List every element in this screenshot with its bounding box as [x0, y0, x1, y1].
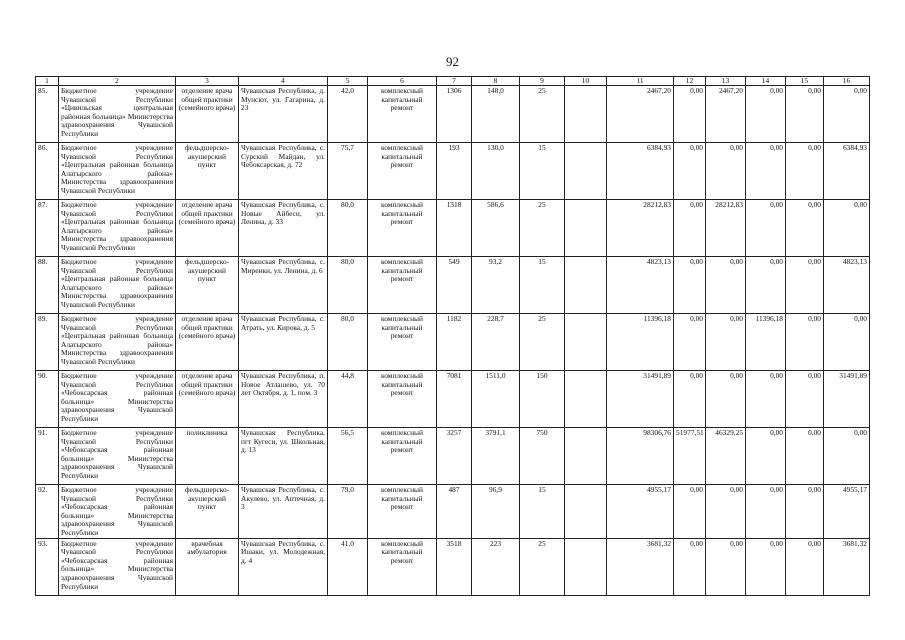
organization-name: Бюджетное учреждение Чувашской Республики «Чебоксарская районная больница» Министерства здравоохранения Чувашской Республики: [59, 538, 176, 595]
area-value: 56,5: [328, 428, 368, 485]
value-cell: 15: [520, 485, 565, 539]
table-row: [36, 371, 870, 428]
table-row: [36, 485, 870, 539]
row-number: 85.: [36, 86, 59, 143]
value-cell: 25: [520, 538, 565, 595]
column-number: 10: [565, 77, 607, 86]
value-cell: 0,00: [706, 371, 746, 428]
value-cell: 0,00: [746, 143, 786, 200]
value-cell: 11396,18: [746, 314, 786, 371]
column-number-row: [36, 77, 870, 86]
facility-address: Чувашская Республика, с. Новые Айбеси, ул. Ленина, д. 33: [239, 200, 328, 257]
column-number: 13: [706, 77, 746, 86]
value-cell: 28212,83: [706, 200, 746, 257]
value-cell: 3518: [437, 538, 472, 595]
value-cell: 0,00: [786, 86, 824, 143]
value-cell: [565, 86, 607, 143]
value-cell: 0,00: [674, 143, 706, 200]
value-cell: 0,00: [706, 314, 746, 371]
work-type: комплексный капитальный ремонт: [368, 314, 437, 371]
table-row: [36, 143, 870, 200]
work-type: комплексный капитальный ремонт: [368, 428, 437, 485]
value-cell: [565, 485, 607, 539]
work-type: комплексный капитальный ремонт: [368, 485, 437, 539]
row-number: 88.: [36, 257, 59, 314]
value-cell: 0,00: [786, 538, 824, 595]
value-cell: 15: [520, 143, 565, 200]
facility-address: Чувашская Республика, с. Сурский Майдан, ул. Чебоксарская, д. 72: [239, 143, 328, 200]
value-cell: 31491,89: [824, 371, 870, 428]
value-cell: 3681,32: [824, 538, 870, 595]
organization-name: Бюджетное учреждение Чувашской Республики «Чебоксарская районная больница» Министерства здравоохранения Чувашской Республики: [59, 371, 176, 428]
value-cell: 0,00: [786, 200, 824, 257]
value-cell: [565, 428, 607, 485]
facility-type: фельдшерско-акушерский пункт: [176, 143, 239, 200]
value-cell: 51977,51: [674, 428, 706, 485]
row-number: 87.: [36, 200, 59, 257]
value-cell: 4955,17: [824, 485, 870, 539]
value-cell: 46329,25: [706, 428, 746, 485]
value-cell: 0,00: [786, 371, 824, 428]
column-number: 11: [607, 77, 674, 86]
row-number: 89.: [36, 314, 59, 371]
row-number: 92.: [36, 485, 59, 539]
value-cell: 0,00: [674, 86, 706, 143]
value-cell: 0,00: [706, 257, 746, 314]
value-cell: 25: [520, 200, 565, 257]
column-number: 12: [674, 77, 706, 86]
facility-address: Чувашская Республика, с. Ишаки, ул. Молодежная, д. 4: [239, 538, 328, 595]
organization-name: Бюджетное учреждение Чувашской Республики «Чебоксарская районная больница» Министерства здравоохранения Чувашской Республики: [59, 428, 176, 485]
value-cell: 0,00: [786, 257, 824, 314]
row-number: 86.: [36, 143, 59, 200]
value-cell: 0,00: [746, 485, 786, 539]
value-cell: 93,2: [472, 257, 520, 314]
column-number: 14: [746, 77, 786, 86]
area-value: 75,7: [328, 143, 368, 200]
value-cell: 2467,20: [706, 86, 746, 143]
facility-type: врачебная амбулатория: [176, 538, 239, 595]
value-cell: 0,00: [706, 538, 746, 595]
value-cell: 586,6: [472, 200, 520, 257]
value-cell: 0,00: [824, 428, 870, 485]
value-cell: 2467,20: [607, 86, 674, 143]
work-type: комплексный капитальный ремонт: [368, 86, 437, 143]
column-number: 16: [824, 77, 870, 86]
value-cell: 3681,32: [607, 538, 674, 595]
column-number: 8: [472, 77, 520, 86]
area-value: 42,0: [328, 86, 368, 143]
value-cell: [565, 314, 607, 371]
area-value: 44,8: [328, 371, 368, 428]
organization-name: Бюджетное учреждение Чувашской Республики «Центральная районная больница Алатырского района» Министерства здравоохранения Чувашской Республики: [59, 257, 176, 314]
row-number: 91.: [36, 428, 59, 485]
value-cell: 228,7: [472, 314, 520, 371]
value-cell: 6384,93: [607, 143, 674, 200]
value-cell: 0,00: [674, 485, 706, 539]
area-value: 41,0: [328, 538, 368, 595]
value-cell: 0,00: [786, 485, 824, 539]
value-cell: 4823,13: [607, 257, 674, 314]
value-cell: 1182: [437, 314, 472, 371]
value-cell: 98306,76: [607, 428, 674, 485]
facilities-table: [35, 76, 870, 596]
row-number: 93.: [36, 538, 59, 595]
table-body: [36, 86, 870, 596]
area-value: 80,0: [328, 314, 368, 371]
value-cell: 6384,93: [824, 143, 870, 200]
value-cell: 1511,0: [472, 371, 520, 428]
value-cell: 0,00: [674, 371, 706, 428]
column-number: 5: [328, 77, 368, 86]
facility-type: отделение врача общей практики (семейного врача): [176, 314, 239, 371]
table-row: [36, 257, 870, 314]
value-cell: 130,0: [472, 143, 520, 200]
value-cell: 0,00: [746, 371, 786, 428]
work-type: комплексный капитальный ремонт: [368, 143, 437, 200]
facility-address: Чувашская Республика, с. Миренки, ул. Ленина, д. 6: [239, 257, 328, 314]
facility-address: Чувашская Республика, с. Атрать, ул. Кирова, д. 5: [239, 314, 328, 371]
column-number: 2: [59, 77, 176, 86]
value-cell: 0,00: [674, 314, 706, 371]
value-cell: 11396,18: [607, 314, 674, 371]
column-number: 15: [786, 77, 824, 86]
value-cell: 223: [472, 538, 520, 595]
work-type: комплексный капитальный ремонт: [368, 538, 437, 595]
value-cell: 148,0: [472, 86, 520, 143]
value-cell: 1306: [437, 86, 472, 143]
area-value: 80,0: [328, 257, 368, 314]
value-cell: 3257: [437, 428, 472, 485]
area-value: 79,0: [328, 485, 368, 539]
organization-name: Бюджетное учреждение Чувашской Республики «Центральная районная больница Алатырского района» Министерства здравоохранения Чувашской Республики: [59, 200, 176, 257]
organization-name: Бюджетное учреждение Чувашской Республики «Чебоксарская районная больница» Министерства здравоохранения Чувашской Республики: [59, 485, 176, 539]
value-cell: 31491,89: [607, 371, 674, 428]
value-cell: 750: [520, 428, 565, 485]
page-number: 92: [446, 54, 459, 69]
value-cell: 0,00: [786, 143, 824, 200]
value-cell: [565, 143, 607, 200]
facility-type: поликлиника: [176, 428, 239, 485]
value-cell: 0,00: [786, 428, 824, 485]
value-cell: 25: [520, 314, 565, 371]
facility-address: Чувашская Республика, д. Мунсют, ул. Гагарина, д. 23: [239, 86, 328, 143]
work-type: комплексный капитальный ремонт: [368, 200, 437, 257]
column-number: 1: [36, 77, 59, 86]
value-cell: 4823,13: [824, 257, 870, 314]
value-cell: 0,00: [746, 538, 786, 595]
value-cell: 193: [437, 143, 472, 200]
column-number: 3: [176, 77, 239, 86]
facility-address: Чувашская Республика, пгт Кугеси, ул. Школьная, д. 13: [239, 428, 328, 485]
value-cell: 0,00: [824, 314, 870, 371]
value-cell: [565, 371, 607, 428]
column-number: 7: [437, 77, 472, 86]
value-cell: 3791,1: [472, 428, 520, 485]
value-cell: [565, 200, 607, 257]
work-type: комплексный капитальный ремонт: [368, 371, 437, 428]
value-cell: 28212,83: [607, 200, 674, 257]
value-cell: 7081: [437, 371, 472, 428]
value-cell: 0,00: [706, 485, 746, 539]
value-cell: [565, 257, 607, 314]
column-number: 6: [368, 77, 437, 86]
facility-type: отделение врача общей практики (семейного врача): [176, 200, 239, 257]
value-cell: 0,00: [674, 200, 706, 257]
value-cell: 0,00: [824, 86, 870, 143]
value-cell: 15: [520, 257, 565, 314]
value-cell: 0,00: [706, 143, 746, 200]
table-row: [36, 538, 870, 595]
value-cell: 487: [437, 485, 472, 539]
work-type: комплексный капитальный ремонт: [368, 257, 437, 314]
facility-type: фельдшерско-акушерский пункт: [176, 257, 239, 314]
value-cell: [565, 538, 607, 595]
organization-name: Бюджетное учреждение Чувашской Республики «Цивильская центральная районная больница» Министерства здравоохранения Чувашской Республики: [59, 86, 176, 143]
column-number: 4: [239, 77, 328, 86]
value-cell: 0,00: [746, 257, 786, 314]
facility-address: Чувашская Республика, п. Новое Атлашево, ул. 70 лет Октября, д. 1, пом. 3: [239, 371, 328, 428]
value-cell: 0,00: [746, 428, 786, 485]
table-row: [36, 86, 870, 143]
value-cell: 25: [520, 86, 565, 143]
facility-address: Чувашская Республика, с. Акулево, ул. Аптечная, д. 3: [239, 485, 328, 539]
facility-type: отделение врача общей практики (семейного врача): [176, 86, 239, 143]
organization-name: Бюджетное учреждение Чувашской Республики «Центральная районная больница Алатырского района» Министерства здравоохранения Чувашской Республики: [59, 314, 176, 371]
value-cell: 0,00: [674, 257, 706, 314]
organization-name: Бюджетное учреждение Чувашской Республики «Центральная районная больница Алатырского района» Министерства здравоохранения Чувашской Республики: [59, 143, 176, 200]
value-cell: 0,00: [746, 86, 786, 143]
table-row: [36, 428, 870, 485]
value-cell: 1318: [437, 200, 472, 257]
table-row: [36, 314, 870, 371]
value-cell: 4955,17: [607, 485, 674, 539]
facility-type: фельдшерско-акушерский пункт: [176, 485, 239, 539]
facility-type: отделение врача общей практики (семейного врача): [176, 371, 239, 428]
value-cell: 0,00: [786, 314, 824, 371]
column-number: 9: [520, 77, 565, 86]
value-cell: 0,00: [674, 538, 706, 595]
area-value: 80,0: [328, 200, 368, 257]
value-cell: 96,9: [472, 485, 520, 539]
value-cell: 0,00: [824, 200, 870, 257]
value-cell: 0,00: [746, 200, 786, 257]
row-number: 90.: [36, 371, 59, 428]
table-row: [36, 200, 870, 257]
value-cell: 549: [437, 257, 472, 314]
value-cell: 150: [520, 371, 565, 428]
